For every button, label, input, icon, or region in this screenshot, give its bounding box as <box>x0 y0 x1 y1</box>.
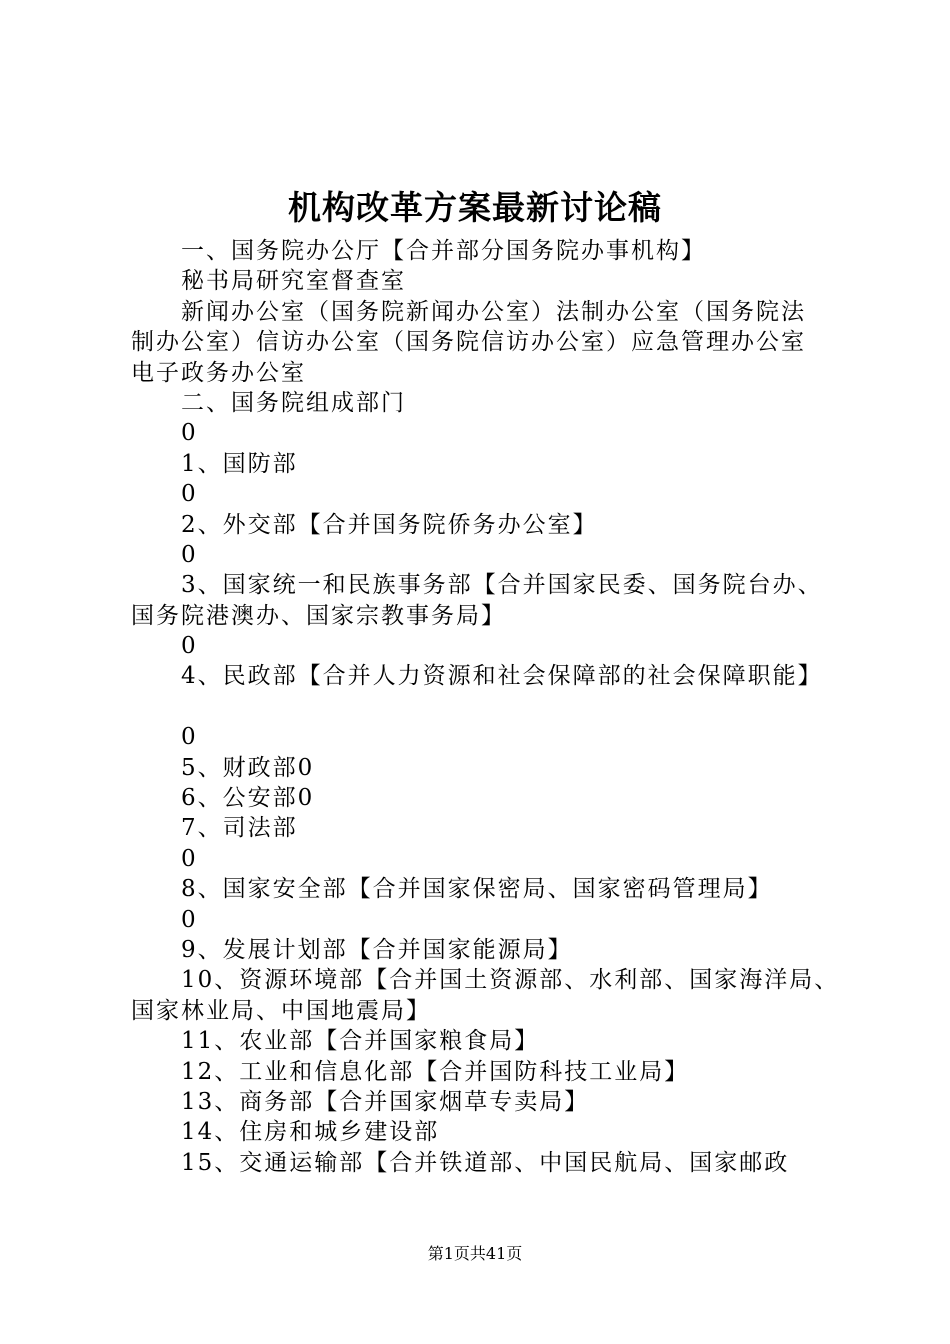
paragraph-line: 5、财政部0 <box>181 754 315 781</box>
document-title: 机构改革方案最新讨论稿 <box>288 188 662 227</box>
document-body <box>131 236 840 1178</box>
paragraph-line: 15、交通运输部【合并铁道部、中国民航局、国家邮政 <box>181 1149 790 1176</box>
paragraph-line: 电子政务办公室 <box>131 359 306 386</box>
paragraph-line: 新闻办公室（国务院新闻办公室）法制办公室（国务院法 <box>181 298 806 325</box>
paragraph-line: 0 <box>181 633 198 660</box>
paragraph-line: 秘书局研究室督查室 <box>181 268 406 295</box>
blank-line <box>131 692 836 722</box>
paragraph-line: 0 <box>181 724 198 751</box>
paragraph-line: 二、国务院组成部门 <box>181 389 406 416</box>
paragraph-line: 9、发展计划部【合并国家能源局】 <box>181 936 573 963</box>
paragraph-line: 8、国家安全部【合并国家保密局、国家密码管理局】 <box>181 876 773 903</box>
paragraph-line: 13、商务部【合并国家烟草专卖局】 <box>181 1088 590 1115</box>
paragraph-line: 国务院港澳办、国家宗教事务局】 <box>131 602 506 629</box>
page-footer <box>0 1243 950 1265</box>
paragraph-line: 0 <box>181 906 198 933</box>
paragraph-line: 14、住房和城乡建设部 <box>181 1119 440 1146</box>
paragraph-line: 12、工业和信息化部【合并国防科技工业局】 <box>181 1058 690 1085</box>
paragraph-line: 0 <box>181 845 198 872</box>
page-number: 第1页 <box>427 1244 470 1263</box>
paragraph-line: 国家林业局、中国地震局】 <box>131 997 431 1024</box>
paragraph-line: 0 <box>181 481 198 508</box>
paragraph-line: 0 <box>181 541 198 568</box>
paragraph-line: 0 <box>181 420 198 447</box>
paragraph-line: 1、国防部 <box>181 450 298 477</box>
paragraph-line: 11、农业部【合并国家粮食局】 <box>181 1028 540 1055</box>
paragraph-line: 制办公室）信访办公室（国务院信访办公室）应急管理办公室 <box>131 329 806 356</box>
paragraph-line: 10、资源环境部【合并国土资源部、水利部、国家海洋局、 <box>181 967 840 994</box>
paragraph-line: 3、国家统一和民族事务部【合并国家民委、国务院台办、 <box>181 572 823 599</box>
paragraph-line: 一、国务院办公厅【合并部分国务院办事机构】 <box>181 238 706 264</box>
paragraph-line: 2、外交部【合并国务院侨务办公室】 <box>181 511 598 538</box>
page-total: 共41页 <box>469 1244 523 1263</box>
paragraph-line: 4、民政部【合并人力资源和社会保障部的社会保障职能】 <box>181 663 823 690</box>
paragraph-line: 6、公安部0 <box>181 785 315 812</box>
paragraph-line: 7、司法部 <box>181 815 298 842</box>
